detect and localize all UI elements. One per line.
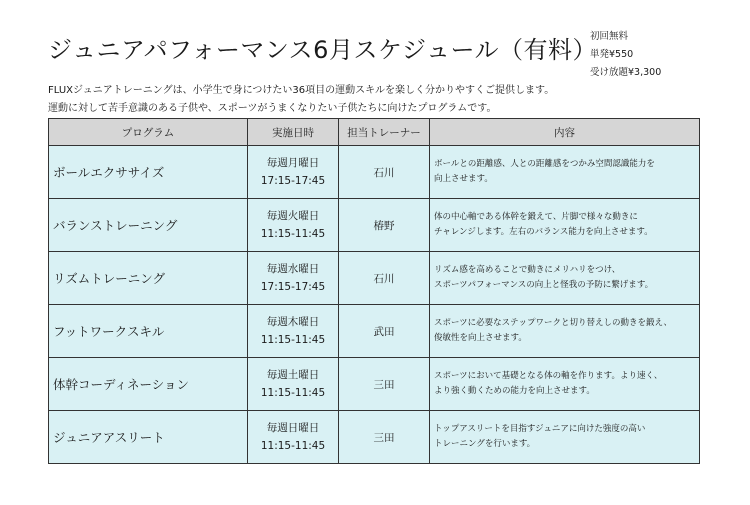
schedule-day: 毎週木曜日: [266, 316, 320, 328]
program-name: フットワークスキル: [49, 305, 248, 358]
description-line: スポーツに必要なステップワークと切り替えしの動きを鍛え、: [434, 318, 673, 328]
schedule-datetime: [248, 358, 339, 411]
header-datetime: 実施日時: [248, 119, 339, 146]
trainer-name: 三田: [339, 358, 430, 411]
schedule-time: 17:15-17:45: [260, 175, 326, 187]
program-name: ボールエクササイズ: [49, 146, 248, 199]
page-title: ジュニアパフォーマンス6月スケジュール（有料）: [48, 36, 598, 64]
description-line: スポーツにおいて基礎となる体の軸を作ります。より速く、: [434, 371, 663, 381]
trainer-name: 椿野: [339, 199, 430, 252]
schedule-day: 毎週火曜日: [266, 210, 320, 222]
intro-line-1: FLUXジュニアトレーニングは、小学生で身につけたい36項目の運動スキルを楽しく分かりやすくご提供します。: [48, 85, 555, 96]
intro-text: [48, 82, 554, 118]
schedule-day: 毎週月曜日: [266, 157, 320, 169]
header-trainer: 担当トレーナー: [339, 119, 430, 146]
trainer-name: 武田: [339, 305, 430, 358]
trainer-name: 石川: [339, 252, 430, 305]
program-description: [430, 358, 700, 411]
program-name: バランストレーニング: [49, 199, 248, 252]
table-row: [49, 358, 700, 411]
program-description: [430, 146, 700, 199]
table-row: [49, 252, 700, 305]
schedule-datetime: [248, 305, 339, 358]
table-row: [49, 199, 700, 252]
description-line: 向上させます。: [434, 174, 493, 184]
pricing-single: 単発¥550: [590, 49, 634, 60]
program-description: [430, 199, 700, 252]
schedule-day: 毎週日曜日: [266, 422, 320, 434]
pricing-first-free: 初回無料: [590, 31, 629, 42]
schedule-datetime: [248, 199, 339, 252]
intro-line-2: 運動に対して苦手意識のある子供や、スポーツがうまくなりたい子供たちに向けたプログラムです。: [48, 103, 497, 114]
program-name: ジュニアアスリート: [49, 411, 248, 464]
description-line: 体の中心軸である体幹を鍛えて、片脚で様々な動きに: [434, 212, 638, 222]
trainer-name: 三田: [339, 411, 430, 464]
description-line: 俊敏性を向上させます。: [434, 333, 527, 343]
schedule-time: 11:15-11:45: [260, 387, 326, 399]
header-program: プログラム: [49, 119, 248, 146]
schedule-time: 11:15-11:45: [260, 334, 326, 346]
schedule-table: [48, 118, 700, 464]
schedule-datetime: [248, 146, 339, 199]
header-content: 内容: [430, 119, 700, 146]
trainer-name: 石川: [339, 146, 430, 199]
table-header-row: [49, 119, 700, 146]
schedule-day: 毎週土曜日: [266, 369, 320, 381]
program-name: リズムトレーニング: [49, 252, 248, 305]
schedule-time: 11:15-11:45: [260, 440, 326, 452]
schedule-datetime: [248, 411, 339, 464]
table-row: [49, 411, 700, 464]
program-description: [430, 252, 700, 305]
pricing-unlimited: 受け放題¥3,300: [590, 67, 662, 78]
program-description: [430, 305, 700, 358]
description-line: チャレンジします。左右のバランス能力を向上させます。: [434, 227, 653, 237]
table-row: [49, 305, 700, 358]
description-line: ボールとの距離感、人との距離感をつかみ空間認識能力を: [434, 159, 655, 169]
program-name: 体幹コーディネーション: [49, 358, 248, 411]
description-line: リズム感を高めることで動きにメリハリをつけ、: [434, 265, 621, 275]
program-description: [430, 411, 700, 464]
description-line: より強く動くための能力を向上させます。: [434, 386, 595, 396]
description-line: トレーニングを行います。: [434, 439, 536, 449]
description-line: トップアスリートを目指すジュニアに向けた強度の高い: [434, 424, 646, 434]
description-line: スポーツパフォーマンスの向上と怪我の予防に繋げます。: [434, 280, 654, 290]
schedule-day: 毎週水曜日: [266, 263, 320, 275]
pricing-info: [590, 28, 661, 82]
schedule-time: 17:15-17:45: [260, 281, 326, 293]
schedule-time: 11:15-11:45: [260, 228, 326, 240]
table-row: [49, 146, 700, 199]
schedule-datetime: [248, 252, 339, 305]
